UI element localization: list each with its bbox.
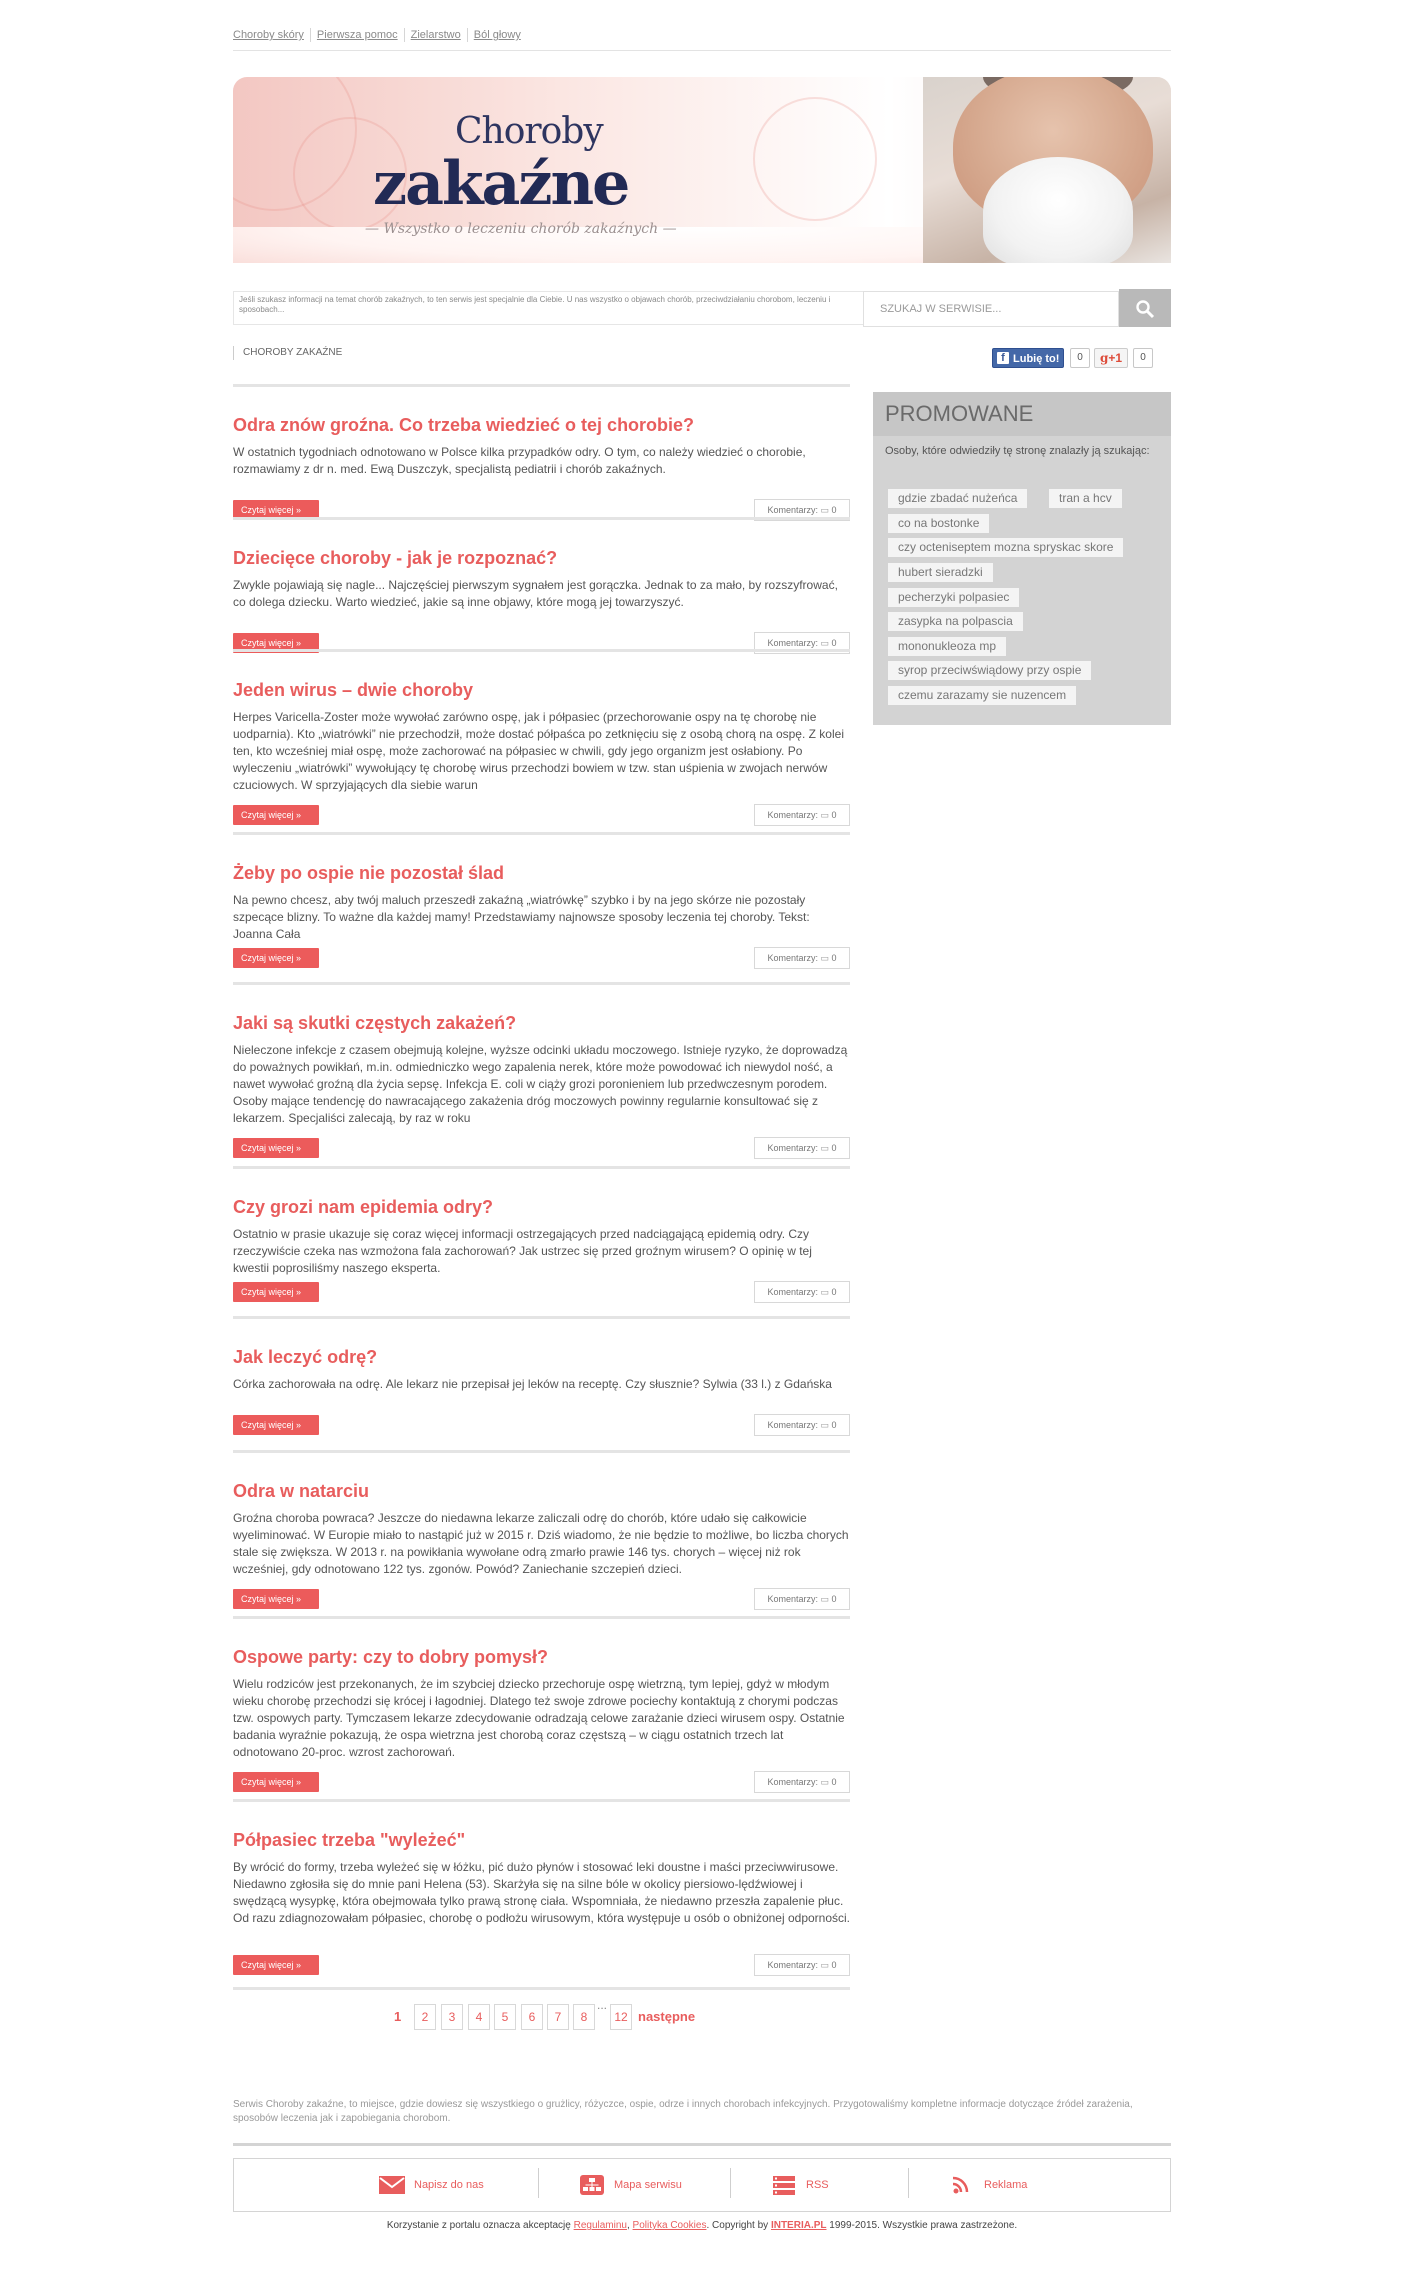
- pagination-ellipsis: ...: [597, 1998, 608, 2012]
- footer-divider: [233, 2143, 1171, 2146]
- comments-label: Komentarzy:: [767, 1960, 818, 1970]
- speech-bubble-icon: ▭: [818, 1420, 832, 1430]
- read-more-button[interactable]: Czytaj więcej »: [233, 1138, 319, 1158]
- article-title-link[interactable]: Jak leczyć odrę?: [233, 1347, 378, 1367]
- comments-counter[interactable]: [754, 1771, 850, 1793]
- comments-count: 0: [831, 810, 837, 820]
- article-separator: [233, 517, 850, 520]
- comments-label: Komentarzy:: [767, 505, 818, 515]
- comments-counter[interactable]: [754, 1588, 850, 1610]
- article-excerpt: Nieleczone infekcje z czasem obejmują kolejne, wyższe odcinki układu moczowego. Istnieje ryzyko, że doprowadzą do poważnych powikłań, m.in. odmiedniczko wego zapalenia nerek, które może powodować ich niewydol ność, a nawet wywołać groźną dla życia sepsę. Infekcja E. coli w ciąży grozi poronieniem lub przedwczesnym porodem. Osoby mające tendencję do nawracającego zakażenia dróg moczowych powinny regularnie konsultować się z lekarzem. Specjaliści zalecają, by raz w roku: [233, 1043, 848, 1125]
- pagination-page[interactable]: 6: [521, 2004, 543, 2030]
- top-nav-link[interactable]: Choroby skóry: [233, 29, 304, 41]
- header-banner[interactable]: [233, 77, 1171, 263]
- pagination-page[interactable]: 5: [494, 2004, 516, 2030]
- article-excerpt: Herpes Varicella-Zoster może wywołać zarówno ospę, jak i półpasiec (przechorowanie ospy na tę chorobę nie uodparnia). Kto „wiatrówki” nie przechodził, może dostać półpaśca po zetknięciu się z osobą chorą na ospę. Z kolei ten, kto wcześniej miał ospę, może zachorować na półpasiec w chwili, gdy jego organizm jest osłabiony. Po wyleczeniu „wiatrówki” wywołujący tę chorobę wirus przechodzi bowiem w tzw. stan uśpienia w zwojach nerwów czuciowych. W sprzyjających dla siebie warun: [233, 710, 844, 792]
- copyright-text: Korzystanie z portalu oznacza akceptację: [386, 2220, 571, 2231]
- banner-title-line2: zakaźne: [373, 149, 629, 219]
- article-separator: [233, 832, 850, 835]
- read-more-button[interactable]: Czytaj więcej »: [233, 1955, 319, 1975]
- comments-count: 0: [831, 1287, 837, 1297]
- search-tag[interactable]: mononukleoza mp: [888, 637, 1006, 656]
- search-tag[interactable]: pecherzyki polpasiec: [888, 588, 1019, 607]
- comments-counter[interactable]: [754, 1954, 850, 1976]
- copyright-text: Copyright by: [712, 2220, 769, 2231]
- article-separator: [233, 982, 850, 985]
- banner-subtitle: — Wszystko o leczeniu chorób zakaźnych —: [365, 221, 677, 237]
- article-separator: [233, 1616, 850, 1619]
- comments-count: 0: [831, 953, 837, 963]
- gplus-icon: g: [1099, 351, 1109, 365]
- footer-separator: [908, 2168, 909, 2198]
- article-excerpt: Córka zachorowała na odrę. Ale lekarz nie przepisał jej leków na receptę. Czy słusznie? Sylwia (33 l.) z Gdańska: [233, 1377, 832, 1391]
- comments-count: 0: [831, 505, 837, 515]
- comments-label: Komentarzy:: [767, 810, 818, 820]
- article-title-link[interactable]: Półpasiec trzeba "wyleżeć": [233, 1830, 466, 1850]
- gplus-count: 0: [1133, 348, 1153, 368]
- top-nav: [233, 28, 1171, 51]
- article-separator: [233, 1450, 850, 1453]
- footer-link-label: Napisz do nas: [414, 2179, 484, 2191]
- speech-bubble-icon: ▭: [818, 1287, 832, 1297]
- article-excerpt: By wrócić do formy, trzeba wyleżeć się w łóżku, pić dużo płynów i stosować leki doustne i maści przeciwwirusowe. Niedawno zgłosiła się do mnie pani Helena (53). Skarżyła się na silne bóle w okolicy piersiowo-lędźwiowej i swędzącą wysypkę, która obejmowała tylko prawą stronę ciała. Wspomniała, że niedawno przeszła zapalenie płuc. Od razu zdiagnozowałam półpasiec, chorobę o podłożu wirusowym, która występuje u osób o obniżonej odporności.: [233, 1860, 851, 1925]
- article-separator: [233, 1799, 850, 1802]
- read-more-button[interactable]: Czytaj więcej »: [233, 948, 319, 968]
- search-tag[interactable]: czemu zarazamy sie nuzencem: [888, 686, 1076, 705]
- search-tag[interactable]: syrop przeciwświądowy przy ospie: [888, 661, 1091, 680]
- article-excerpt: W ostatnich tygodniach odnotowano w Polsce kilka przypadków odry. O tym, co należy wiedzieć o chorobie, rozmawiamy z dr n. med. Ewą Duszczyk, specjalistą pediatrii i chorób zakaźnych.: [233, 445, 806, 476]
- comments-count: 0: [831, 1420, 837, 1430]
- footer-link-label: RSS: [806, 2179, 829, 2191]
- search-tag[interactable]: co na bostonke: [888, 514, 989, 533]
- comments-counter[interactable]: [754, 1281, 850, 1303]
- read-more-button[interactable]: Czytaj więcej »: [233, 805, 319, 825]
- read-more-button[interactable]: Czytaj więcej »: [233, 1415, 319, 1435]
- list-icon: [770, 2174, 798, 2196]
- comments-counter[interactable]: [754, 804, 850, 826]
- top-nav-link[interactable]: Ból głowy: [467, 28, 527, 42]
- footer-separator: [538, 2168, 539, 2198]
- article-separator: [233, 1166, 850, 1169]
- speech-bubble-icon: ▭: [818, 1594, 832, 1604]
- facebook-icon: f: [997, 352, 1009, 364]
- facebook-like-button[interactable]: [992, 348, 1064, 368]
- rss-icon: [948, 2174, 976, 2196]
- pagination-last-page[interactable]: 12: [610, 2004, 632, 2030]
- article-title-link[interactable]: Jeden wirus – dwie choroby: [233, 680, 474, 700]
- comments-label: Komentarzy:: [767, 953, 818, 963]
- facebook-like-label: Lubię to!: [1013, 353, 1060, 365]
- article-title-link[interactable]: Odra w natarciu: [233, 1481, 370, 1501]
- comments-count: 0: [831, 638, 837, 648]
- article-list-bottom-separator: [233, 1987, 850, 1990]
- pagination-page[interactable]: 3: [441, 2004, 463, 2030]
- terms-link[interactable]: Regulaminu: [573, 2220, 627, 2231]
- promo-heading: PROMOWANE: [873, 392, 1171, 436]
- search-tag[interactable]: tran a hcv: [1049, 489, 1122, 508]
- gplus-button[interactable]: [1094, 348, 1128, 368]
- intro-text: Jeśli szukasz informacji na temat chorób zakaźnych, to ten serwis jest specjalnie dla Ciebie. U nas wszystko o objawach chorób, przeciwdziałaniu chorobom, leczeniu i sposobach...: [233, 291, 863, 325]
- comments-counter[interactable]: [754, 1137, 850, 1159]
- comments-counter[interactable]: [754, 947, 850, 969]
- search-icon: [1135, 299, 1155, 319]
- search-tag[interactable]: gdzie zbadać nużeńca: [888, 489, 1027, 508]
- article-separator: [233, 1316, 850, 1319]
- pagination-current: 1: [394, 2009, 402, 2024]
- article-excerpt: Groźna choroba powraca? Jeszcze do niedawna lekarze zaliczali odrę do chorób, które udało się całkowicie wyeliminować. W Europie miało to nastąpić już w 2015 r. Dziś wiadomo, że nie będzie to możliwe, bo liczba chorych stale się zwiększa. W 2013 r. na powikłania wywołane odrą zmarło prawie 146 tys. chorych – więcej niż rok wcześniej, gdy odnotowano 122 tys. zgonów. Powód? Zaniechanie szczepień dzieci.: [233, 1511, 849, 1576]
- comments-counter[interactable]: [754, 1414, 850, 1436]
- search-tag[interactable]: hubert sieradzki: [888, 563, 993, 582]
- article-excerpt: Na pewno chcesz, aby twój maluch przeszedł zakaźną „wiatrówkę” szybko i by na jego skórze nie pozostały szpecące blizny. To ważne dla każdej mamy! Przedstawiamy najnowsze sposoby leczenia tej choroby. Tekst: Joanna Cała: [233, 893, 810, 941]
- comments-label: Komentarzy:: [767, 1777, 818, 1787]
- speech-bubble-icon: ▭: [818, 953, 832, 963]
- read-more-button[interactable]: Czytaj więcej »: [233, 1589, 319, 1609]
- copyright: Korzystanie z portalu oznacza akceptację Regulaminu, Polityka Cookies. Copyright by INTERIA.PL 1999-2015. Wszystkie prawa zastrzeżone.: [386, 2220, 1018, 2231]
- article-title-link[interactable]: Czy grozi nam epidemia odry?: [233, 1197, 494, 1217]
- article-excerpt: Wielu rodziców jest przekonanych, że im szybciej dziecko przechoruje ospę wietrzną, tym lepiej, gdyż w młodym wieku chorobę przechodzi się krócej i łagodniej. Dlatego też swoje zdrowe pociechy kontaktują z chorymi podczas tzw. ospowych party. Tymczasem lekarze zdecydowanie odradzają celowe zarażanie dzieci wirusem ospy. Ostatnie badania wyraźnie pokazują, że ospa wietrzna jest chorobą coraz częstszą – w ciągu ostatnich trzech lat odnotowano 20-proc. wzrost zachorowań.: [233, 1677, 845, 1759]
- speech-bubble-icon: ▭: [818, 505, 832, 515]
- footer-description: Serwis Choroby zakaźne, to miejsce, gdzie dowiesz się wszystkiego o grużlicy, różyczce, ospie, odrze i innych chorobach infekcyjnych. Przygotowaliśmy kompletne informacje dotyczące źródeł zarażenia, sposobów leczenia jak i zapobiegania chorobom.: [233, 2099, 1133, 2124]
- read-more-button[interactable]: Czytaj więcej »: [233, 1282, 319, 1302]
- comments-count: 0: [831, 1777, 837, 1787]
- comments-label: Komentarzy:: [767, 1594, 818, 1604]
- pagination-page[interactable]: 4: [468, 2004, 490, 2030]
- article-title-link[interactable]: Ospowe party: czy to dobry pomysł?: [233, 1647, 549, 1667]
- read-more-button[interactable]: Czytaj więcej »: [233, 633, 319, 653]
- comments-label: Komentarzy:: [767, 1287, 818, 1297]
- article-excerpt: Ostatnio w prasie ukazuje się coraz więcej informacji ostrzegających przed nadciągającą epidemią odry. Czy rzeczywiście czeka nas wzmożona fala zachorowań? Jak ustrzec się przed groźnym wirusem? O opinię w tej kwestii poprosiliśmy naszego eksperta.: [233, 1227, 812, 1275]
- article-title-link[interactable]: Dziecięce choroby - jak je rozpoznać?: [233, 548, 558, 568]
- article-separator: [233, 649, 850, 652]
- comments-count: 0: [831, 1594, 837, 1604]
- pagination-page[interactable]: 7: [547, 2004, 569, 2030]
- article-title-link[interactable]: Żeby po ospie nie pozostał ślad: [233, 863, 505, 883]
- footer-separator: [730, 2168, 731, 2198]
- breadcrumb[interactable]: CHOROBY ZAKAŹNE: [233, 346, 342, 360]
- sneezing-man-photo: [923, 77, 1171, 263]
- article-separator: [233, 384, 850, 387]
- speech-bubble-icon: ▭: [818, 1960, 832, 1970]
- search-button[interactable]: [1119, 289, 1171, 327]
- search-tag[interactable]: czy octeniseptem mozna spryskac skore: [888, 538, 1123, 557]
- copyright-text: 1999-2015. Wszystkie prawa zastrzeżone.: [829, 2220, 1018, 2231]
- envelope-icon: [378, 2174, 406, 2196]
- comments-label: Komentarzy:: [767, 638, 818, 648]
- search-input[interactable]: SZUKAJ W SERWISIE...: [863, 291, 1119, 327]
- top-nav-link[interactable]: Zielarstwo: [404, 28, 467, 42]
- read-more-button[interactable]: Czytaj więcej »: [233, 500, 319, 520]
- pagination-next-link[interactable]: następne: [638, 2009, 696, 2024]
- footer-link-label: Mapa serwisu: [614, 2179, 682, 2191]
- banner-title-line1: Choroby: [455, 111, 603, 152]
- pagination-page[interactable]: 2: [414, 2004, 436, 2030]
- article-title-link[interactable]: Odra znów groźna. Co trzeba wiedzieć o tej chorobie?: [233, 415, 695, 435]
- article-title-link[interactable]: Jaki są skutki częstych zakażeń?: [233, 1013, 517, 1033]
- speech-bubble-icon: ▭: [818, 1143, 832, 1153]
- pagination-page[interactable]: 8: [573, 2004, 595, 2030]
- promo-box: [873, 392, 1171, 725]
- speech-bubble-icon: ▭: [818, 1777, 832, 1787]
- speech-bubble-icon: ▭: [818, 638, 832, 648]
- comments-label: Komentarzy:: [767, 1143, 818, 1153]
- speech-bubble-icon: ▭: [818, 810, 832, 820]
- sitemap-icon: [578, 2174, 606, 2196]
- banner-ornament: [753, 97, 877, 221]
- footer-links-bar: [233, 2158, 1171, 2212]
- top-nav-link[interactable]: Pierwsza pomoc: [310, 28, 404, 42]
- gplus-label: +1: [1108, 351, 1123, 365]
- article-excerpt: Zwykle pojawiają się nagle... Najczęściej pierwszym sygnałem jest gorączka. Jednak to za mało, by rozszyfrować, co dolega dziecku. Warto wiedzieć, jakie są inne objawy, które mogą jej towarzyszyć.: [233, 578, 838, 609]
- search-tag[interactable]: zasypka na polpascia: [888, 612, 1023, 631]
- comments-label: Komentarzy:: [767, 1420, 818, 1430]
- promo-subtitle: Osoby, które odwiedziły tę stronę znalazły ją szukając:: [885, 445, 1150, 457]
- interia-link[interactable]: INTERIA.PL: [770, 2220, 827, 2231]
- comments-count: 0: [831, 1960, 837, 1970]
- comments-count: 0: [831, 1143, 837, 1153]
- cookies-policy-link[interactable]: Polityka Cookies: [632, 2220, 707, 2231]
- facebook-like-count: 0: [1070, 348, 1090, 368]
- footer-link-label: Reklama: [984, 2179, 1028, 2191]
- read-more-button[interactable]: Czytaj więcej »: [233, 1772, 319, 1792]
